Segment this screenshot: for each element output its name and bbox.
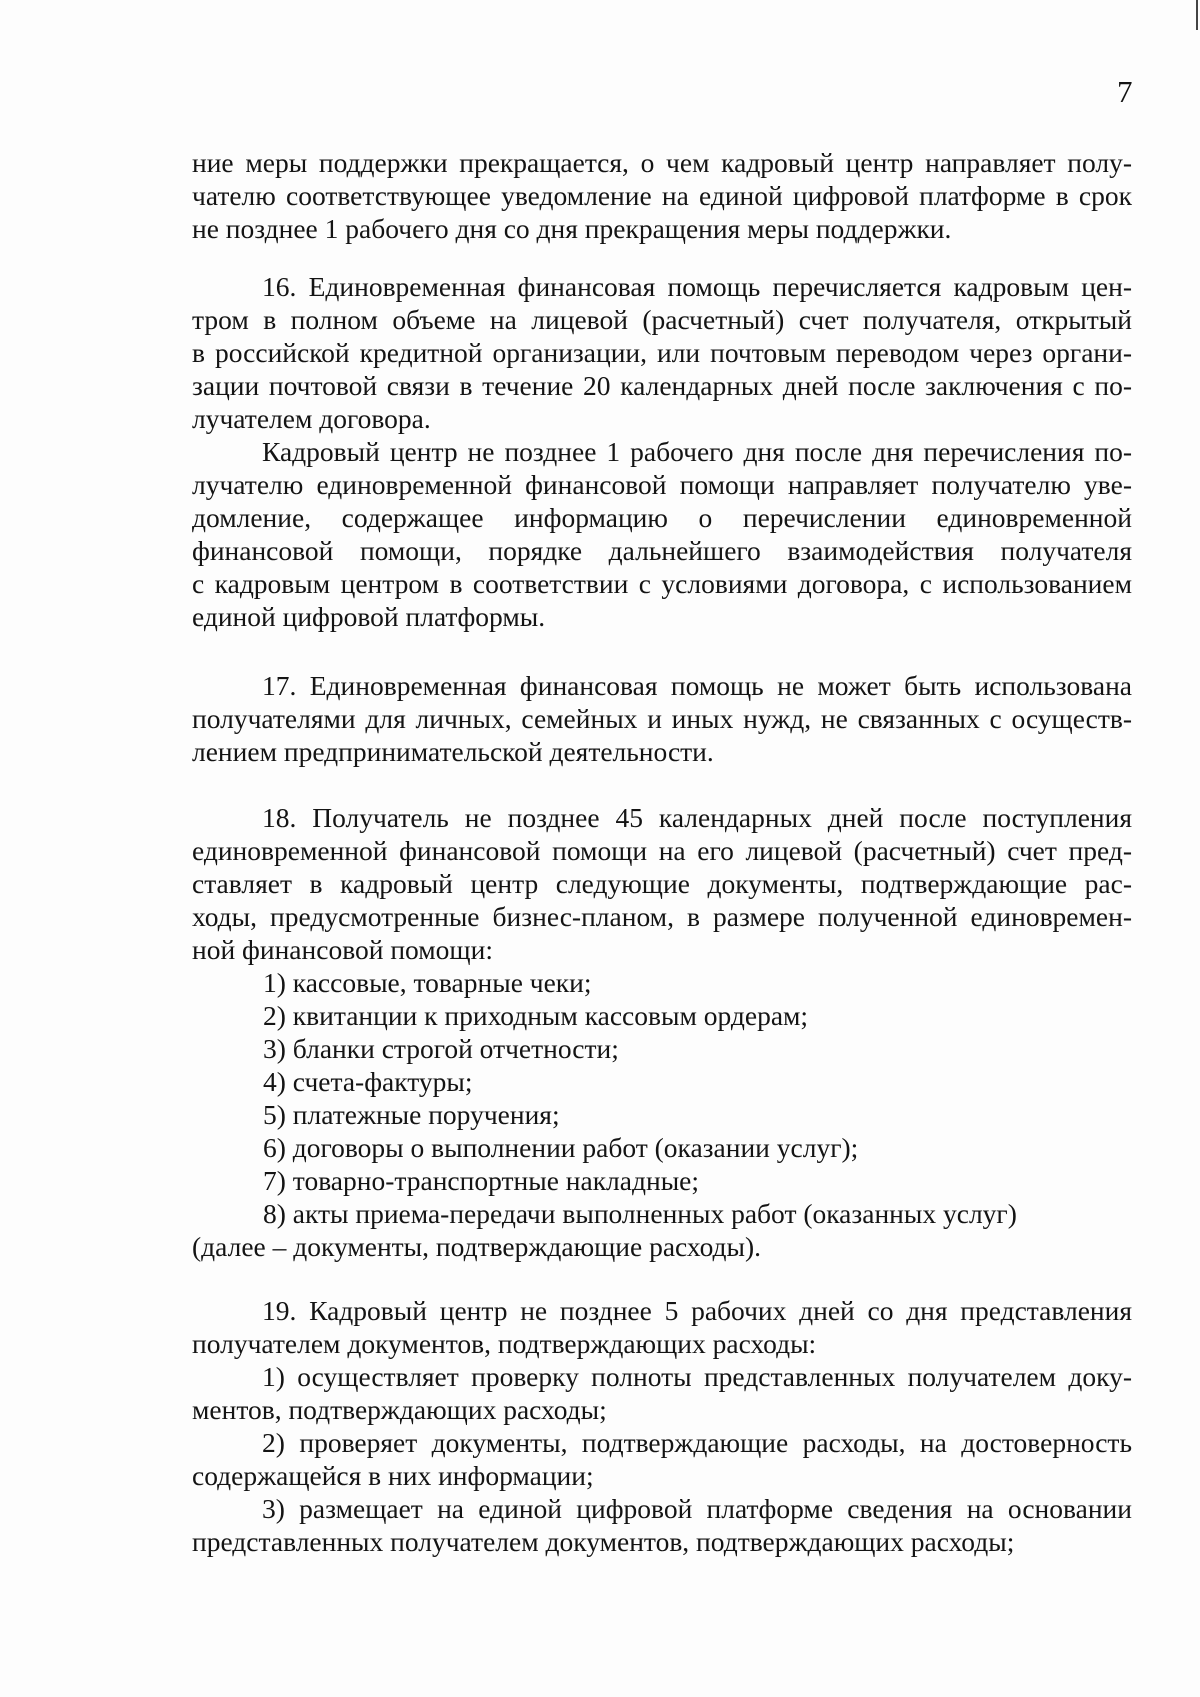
clause19-sub3-line-2: представленных получателем документов, подтверждающих расходы;	[192, 1526, 1015, 1557]
clause18-item-4: 4) счета-фактуры;	[263, 1066, 473, 1097]
clause19-sub1-line-2: ментов, подтверждающих расходы;	[192, 1394, 607, 1425]
clause16-p1-line-4: зации почтовой связи в течение 20 календарных дней после заключения с по-	[192, 370, 1132, 401]
scan-edge-mark	[1196, 0, 1198, 30]
clause17-line-1: 17. Единовременная финансовая помощь не может быть использована	[262, 670, 1132, 701]
clause19-sub3-line-1: 3) размещает на единой цифровой платформе сведения на основании	[262, 1493, 1132, 1524]
clause16-p2-line-5: с кадровым центром в соответствии с условиями договора, с использованием	[192, 568, 1132, 599]
clause16-p2-line-6: единой цифровой платформы.	[192, 601, 546, 632]
carryover-line-2: чателю соответствующее уведомление на единой цифровой платформе в срок	[192, 180, 1132, 211]
clause16-p1-line-3: в российской кредитной организации, или почтовым переводом через органи-	[192, 337, 1132, 368]
clause18-item-1: 1) кассовые, товарные чеки;	[263, 967, 592, 998]
clause16-p2-line-1: Кадровый центр не позднее 1 рабочего дня после дня перечисления по-	[262, 436, 1132, 467]
clause16-p1-line-5: лучателем договора.	[192, 403, 431, 434]
clause18-item-6: 6) договоры о выполнении работ (оказании услуг);	[263, 1132, 859, 1163]
clause16-p2-line-2: лучателю единовременной финансовой помощи направляет получателю уве-	[192, 469, 1132, 500]
clause18-line-5: ной финансовой помощи:	[192, 934, 493, 965]
clause16-p2-line-4: финансовой помощи, порядке дальнейшего взаимодействия получателя	[192, 535, 1132, 566]
page-number: 7	[1117, 74, 1133, 109]
clause17-line-2: получателями для личных, семейных и иных нужд, не связанных с осуществ-	[192, 703, 1132, 734]
clause18-closing: (далее – документы, подтверждающие расходы).	[192, 1231, 762, 1262]
clause18-item-2: 2) квитанции к приходным кассовым ордерам;	[263, 1000, 809, 1031]
clause18-line-1: 18. Получатель не позднее 45 календарных дней после поступления	[262, 802, 1132, 833]
clause18-line-3: ставляет в кадровый центр следующие документы, подтверждающие рас-	[192, 868, 1132, 899]
clause16-p1-line-1: 16. Единовременная финансовая помощь перечисляется кадровым цен-	[262, 271, 1132, 302]
clause18-line-4: ходы, предусмотренные бизнес-планом, в размере полученной единовремен-	[192, 901, 1132, 932]
clause16-p1-line-2: тром в полном объеме на лицевой (расчетный) счет получателя, открытый	[192, 304, 1132, 335]
clause18-item-8: 8) акты приема-передачи выполненных работ (оказанных услуг)	[263, 1198, 1017, 1229]
clause19-sub2-line-2: содержащейся в них информации;	[192, 1460, 594, 1491]
clause18-item-5: 5) платежные поручения;	[263, 1099, 560, 1130]
clause19-line-2: получателем документов, подтверждающих расходы:	[192, 1328, 817, 1359]
clause17-line-3: лением предпринимательской деятельности.	[192, 736, 714, 767]
clause19-sub1-line-1: 1) осуществляет проверку полноты представленных получателем доку-	[262, 1361, 1132, 1392]
carryover-line-3: не позднее 1 рабочего дня со дня прекращения меры поддержки.	[192, 213, 952, 244]
clause18-line-2: единовременной финансовой помощи на его лицевой (расчетный) счет пред-	[192, 835, 1132, 866]
clause18-item-3: 3) бланки строгой отчетности;	[263, 1033, 619, 1064]
clause19-line-1: 19. Кадровый центр не позднее 5 рабочих дней со дня представления	[262, 1295, 1132, 1326]
clause16-p2-line-3: домление, содержащее информацию о перечислении единовременной	[192, 502, 1132, 533]
carryover-line-1: ние меры поддержки прекращается, о чем кадровый центр направляет полу-	[192, 147, 1132, 178]
clause18-item-7: 7) товарно-транспортные накладные;	[263, 1165, 700, 1196]
clause19-sub2-line-1: 2) проверяет документы, подтверждающие расходы, на достоверность	[262, 1427, 1132, 1458]
